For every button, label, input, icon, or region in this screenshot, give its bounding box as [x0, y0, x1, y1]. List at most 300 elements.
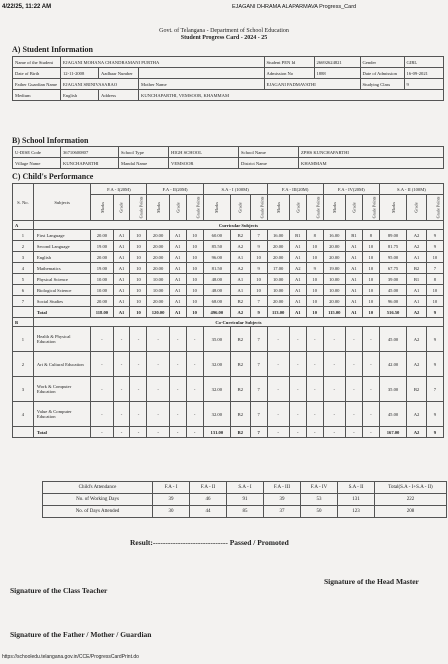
- student-gender: GIRL: [404, 57, 444, 68]
- student-class: 9: [404, 79, 444, 90]
- card-title: Student Progress Card - 2024 - 25: [180, 35, 268, 41]
- school-section-title: B) School Information: [12, 136, 89, 145]
- total-cell: 113.00: [267, 307, 289, 318]
- student-doa: 16-09-2021: [404, 68, 444, 79]
- days-attended-label: No. of Days Attended: [43, 506, 153, 518]
- row-cell: -: [323, 327, 345, 352]
- total-cell: B2: [231, 427, 251, 438]
- row-cell: A1: [289, 285, 306, 296]
- row-cell: 32.00: [203, 377, 230, 402]
- total-cell: A2: [231, 307, 251, 318]
- row-cell: 10.00: [323, 274, 345, 285]
- row-sno: 3: [13, 252, 34, 263]
- label-class: Studying Class: [360, 79, 404, 90]
- row-cell: 9: [426, 241, 443, 252]
- total-cell: -: [323, 427, 345, 438]
- row-cell: A1: [169, 230, 186, 241]
- header-sa2: S.A - II (100M): [379, 184, 443, 195]
- row-cell: A1: [345, 285, 362, 296]
- row-cell: B2: [231, 230, 251, 241]
- row-sno: 1: [13, 230, 34, 241]
- row-subject: Social Studies: [33, 296, 90, 307]
- cocurricular-row: [13, 352, 444, 377]
- cocurricular-row: [13, 327, 444, 352]
- row-cell: 35.00: [379, 377, 406, 402]
- label-father: Father Guardian Name: [13, 79, 61, 90]
- total-cell: -: [186, 427, 203, 438]
- parent-signature: Signature of the Father / Mother / Guardian: [10, 630, 152, 639]
- row-cell: -: [345, 402, 362, 427]
- row-cell: 10.00: [91, 274, 113, 285]
- row-cell: 9: [426, 230, 443, 241]
- print-title: EJAGANI DHRAMA ALAPARMAVA Progress_Card: [232, 4, 357, 10]
- row-cell: A2: [231, 241, 251, 252]
- label-district: District Name: [239, 158, 299, 169]
- label-gender: Gender: [360, 57, 404, 68]
- row-cell: 48.00: [203, 274, 230, 285]
- row-cell: 7: [250, 377, 267, 402]
- row-cell: 68.00: [203, 296, 230, 307]
- header-fa1: F.A - I(20M): [91, 184, 147, 195]
- row-subject: Art & Cultural Education: [33, 352, 90, 377]
- row-cell: 9: [306, 263, 323, 274]
- row-cell: B1: [345, 230, 362, 241]
- row-cell: B2: [231, 327, 251, 352]
- subheader-marks: Marks: [203, 195, 230, 221]
- label-school-type: School Type: [119, 147, 169, 158]
- subheader-grade: Grade: [169, 195, 186, 221]
- attendance-header: F.A - II: [190, 482, 227, 494]
- row-cell: 10: [186, 241, 203, 252]
- subheader-points: Grade Points: [426, 195, 443, 221]
- row-cell: -: [186, 402, 203, 427]
- total-cell: -: [289, 427, 306, 438]
- row-cell: -: [147, 327, 169, 352]
- row-cell: 10.00: [91, 285, 113, 296]
- subheader-marks: Marks: [91, 195, 113, 221]
- row-cell: A1: [345, 241, 362, 252]
- class-teacher-signature: Signature of the Class Teacher: [10, 586, 108, 595]
- total-cell: -: [130, 427, 147, 438]
- row-cell: A2: [289, 263, 306, 274]
- label-medium: Medium: [13, 90, 61, 101]
- row-cell: 9: [426, 327, 443, 352]
- total-cell: 118.00: [91, 307, 113, 318]
- row-cell: -: [306, 352, 323, 377]
- row-cell: A1: [113, 285, 130, 296]
- label-address: Address: [99, 90, 139, 101]
- attendance-table: [42, 481, 447, 518]
- row-cell: 10: [362, 274, 379, 285]
- total-cell: A2: [407, 307, 427, 318]
- days-attended-value: 50: [301, 506, 338, 518]
- total-cell: -: [362, 427, 379, 438]
- total-cell: -: [113, 427, 130, 438]
- row-cell: 10: [362, 285, 379, 296]
- row-cell: 81.50: [203, 263, 230, 274]
- print-datetime: 4/22/25, 11:22 AM: [2, 4, 52, 10]
- row-cell: 10: [250, 252, 267, 263]
- row-sno: 4: [13, 402, 34, 427]
- row-cell: A1: [407, 296, 427, 307]
- subheader-points: Grade Points: [362, 195, 379, 221]
- row-subject: Mathematics: [33, 263, 90, 274]
- row-cell: 7: [426, 377, 443, 402]
- total-cell: 10: [186, 307, 203, 318]
- row-cell: 7: [250, 230, 267, 241]
- student-father: EJAGANI SRINIVASARAO: [61, 79, 139, 90]
- working-days-value: 39: [264, 494, 301, 506]
- subject-row: [13, 252, 444, 263]
- row-cell: 10: [186, 263, 203, 274]
- label-village: Village Name: [13, 158, 61, 169]
- row-cell: A2: [407, 230, 427, 241]
- attendance-header: Total(S.A - I+S.A - II): [375, 482, 447, 494]
- row-cell: -: [267, 327, 289, 352]
- row-cell: 7: [250, 327, 267, 352]
- total-cell: -: [147, 427, 169, 438]
- total-cell: -: [267, 427, 289, 438]
- row-cell: 10: [130, 241, 147, 252]
- row-cell: B2: [407, 263, 427, 274]
- row-cell: A1: [169, 285, 186, 296]
- row-cell: 10: [186, 274, 203, 285]
- row-cell: B2: [231, 377, 251, 402]
- days-attended-value: 37: [264, 506, 301, 518]
- working-days-value: 53: [301, 494, 338, 506]
- row-cell: 7: [250, 352, 267, 377]
- row-cell: A2: [407, 241, 427, 252]
- row-cell: A1: [169, 296, 186, 307]
- total-cell: 167.00: [379, 427, 406, 438]
- working-days-label: No. of Working Days: [43, 494, 153, 506]
- total-cell: A1: [169, 307, 186, 318]
- row-cell: 10: [186, 285, 203, 296]
- cocurricular-row: [13, 402, 444, 427]
- subheader-marks: Marks: [147, 195, 169, 221]
- row-cell: A1: [231, 274, 251, 285]
- label-doa: Date of Admission: [360, 68, 404, 79]
- row-cell: 10.00: [323, 285, 345, 296]
- row-cell: 16.00: [267, 230, 289, 241]
- row-cell: -: [186, 327, 203, 352]
- row-cell: 10: [306, 285, 323, 296]
- label-dob: Date of Birth: [13, 68, 61, 79]
- print-header: [0, 0, 448, 26]
- row-cell: -: [362, 327, 379, 352]
- row-cell: A2: [407, 327, 427, 352]
- working-days-value: 131: [338, 494, 375, 506]
- label-aadhaar: Aadhaar Number: [99, 68, 139, 79]
- row-cell: 8: [362, 230, 379, 241]
- days-attended-value: 208: [375, 506, 447, 518]
- row-cell: -: [345, 352, 362, 377]
- row-cell: 8: [426, 274, 443, 285]
- row-cell: 20.00: [147, 241, 169, 252]
- row-cell: A1: [289, 296, 306, 307]
- row-cell: -: [169, 352, 186, 377]
- group-b-row: [13, 318, 444, 327]
- head-master-signature: Signature of the Head Master: [324, 577, 419, 586]
- row-cell: -: [169, 327, 186, 352]
- row-cell: 10: [186, 296, 203, 307]
- row-cell: -: [91, 402, 113, 427]
- row-cell: 20.00: [147, 252, 169, 263]
- subject-row: [13, 230, 444, 241]
- subject-row: [13, 274, 444, 285]
- attendance-header: F.A - I: [153, 482, 190, 494]
- row-cell: 20.00: [91, 252, 113, 263]
- subject-row: [13, 241, 444, 252]
- row-cell: -: [267, 402, 289, 427]
- subheader-grade: Grade: [345, 195, 362, 221]
- row-sno: 3: [13, 377, 34, 402]
- working-days-value: 46: [190, 494, 227, 506]
- header-fa4: F.A - IV(20M): [323, 184, 379, 195]
- row-cell: 45.00: [379, 327, 406, 352]
- row-cell: 10: [186, 230, 203, 241]
- subheader-grade: Grade: [113, 195, 130, 221]
- row-cell: A1: [289, 274, 306, 285]
- government-header: [0, 28, 448, 42]
- row-cell: 17.00: [267, 263, 289, 274]
- row-cell: -: [345, 377, 362, 402]
- row-cell: A1: [407, 285, 427, 296]
- row-cell: B2: [231, 402, 251, 427]
- working-days-value: 91: [227, 494, 264, 506]
- total-cell: 9: [426, 307, 443, 318]
- row-cell: 20.00: [267, 241, 289, 252]
- school-type: HIGH SCHOOL: [169, 147, 239, 158]
- row-cell: A1: [289, 241, 306, 252]
- student-medium: English: [61, 90, 99, 101]
- row-cell: A1: [113, 274, 130, 285]
- total-cell: 10: [362, 307, 379, 318]
- row-cell: -: [306, 327, 323, 352]
- subject-row: [13, 296, 444, 307]
- row-subject: Biological Science: [33, 285, 90, 296]
- subheader-points: Grade Points: [186, 195, 203, 221]
- student-section-title: A) Student Information: [12, 45, 93, 54]
- total-cell: 115.00: [323, 307, 345, 318]
- row-cell: 10.00: [267, 274, 289, 285]
- row-cell: A1: [169, 241, 186, 252]
- row-cell: 45.00: [379, 285, 406, 296]
- header-subjects: Subjects: [33, 184, 90, 221]
- school-village: KUNCHAPARTHI: [61, 158, 119, 169]
- row-cell: -: [147, 352, 169, 377]
- subheader-marks: Marks: [267, 195, 289, 221]
- row-cell: 10.00: [267, 285, 289, 296]
- subject-row: [13, 285, 444, 296]
- row-cell: -: [186, 377, 203, 402]
- row-cell: -: [113, 377, 130, 402]
- row-cell: A1: [113, 241, 130, 252]
- subheader-grade: Grade: [407, 195, 427, 221]
- row-subject: First Language: [33, 230, 90, 241]
- student-aadhaar: [139, 68, 265, 79]
- row-cell: A1: [231, 285, 251, 296]
- row-cell: A1: [345, 274, 362, 285]
- row-cell: A1: [345, 252, 362, 263]
- row-cell: 10: [250, 285, 267, 296]
- row-cell: A1: [289, 252, 306, 263]
- row-cell: 10: [250, 274, 267, 285]
- row-cell: 39.00: [379, 274, 406, 285]
- working-days-value: 222: [375, 494, 447, 506]
- row-cell: -: [289, 377, 306, 402]
- student-mother: EJAGANI PADMAVATHI: [264, 79, 360, 90]
- student-dob: 12-11-2008: [61, 68, 99, 79]
- subheader-grade: Grade: [231, 195, 251, 221]
- subheader-points: Grade Points: [250, 195, 267, 221]
- row-cell: -: [91, 327, 113, 352]
- attendance-title: Child's Attendance: [43, 482, 153, 494]
- row-cell: 89.00: [379, 230, 406, 241]
- subheader-points: Grade Points: [130, 195, 147, 221]
- student-info-table: [12, 56, 444, 101]
- row-cell: 10: [130, 263, 147, 274]
- row-cell: A1: [113, 230, 130, 241]
- row-cell: -: [289, 352, 306, 377]
- row-cell: -: [362, 402, 379, 427]
- total-cell: -: [169, 427, 186, 438]
- row-cell: A1: [169, 252, 186, 263]
- row-cell: A1: [231, 252, 251, 263]
- cocurricular-title: Co-Curricular Subjects: [33, 318, 443, 327]
- row-cell: A1: [169, 274, 186, 285]
- row-cell: -: [323, 402, 345, 427]
- label-school-name: School Name: [239, 147, 299, 158]
- row-cell: 10: [306, 274, 323, 285]
- row-cell: 10.00: [147, 274, 169, 285]
- total-cell: 516.50: [379, 307, 406, 318]
- cocurricular-row: [13, 377, 444, 402]
- row-cell: 10: [186, 252, 203, 263]
- total-label: Total: [33, 307, 90, 318]
- total-cell: 131.00: [203, 427, 230, 438]
- header-fa2: F.A - II(20M): [147, 184, 203, 195]
- row-cell: A2: [407, 352, 427, 377]
- school-name: ZPHS KUNCHAPARTHI: [299, 147, 444, 158]
- row-cell: 32.00: [203, 402, 230, 427]
- total-cell: 9: [250, 307, 267, 318]
- row-sno: 6: [13, 285, 34, 296]
- row-cell: 95.00: [379, 252, 406, 263]
- total-cell: 9: [426, 427, 443, 438]
- total-cell: 120.00: [147, 307, 169, 318]
- subheader-marks: Marks: [379, 195, 406, 221]
- row-cell: 9: [426, 352, 443, 377]
- row-cell: A1: [407, 252, 427, 263]
- label-admission: Admission No: [264, 68, 314, 79]
- attendance-header: S.A - II: [338, 482, 375, 494]
- row-cell: -: [147, 377, 169, 402]
- attendance-header: S.A - I: [227, 482, 264, 494]
- row-cell: 20.00: [147, 263, 169, 274]
- row-cell: A1: [113, 263, 130, 274]
- row-cell: B2: [407, 377, 427, 402]
- row-cell: 20.00: [147, 230, 169, 241]
- row-cell: A2: [231, 263, 251, 274]
- row-cell: 10: [426, 296, 443, 307]
- row-sno: 5: [13, 274, 34, 285]
- row-cell: 96.00: [203, 252, 230, 263]
- row-cell: A1: [345, 296, 362, 307]
- result-line: Result:------------------------------ Passed / Promoted: [130, 538, 289, 547]
- days-attended-value: 123: [338, 506, 375, 518]
- row-cell: 20.00: [323, 296, 345, 307]
- row-cell: A1: [345, 263, 362, 274]
- row-cell: 20.00: [147, 296, 169, 307]
- row-cell: 10: [362, 263, 379, 274]
- total-cell: A1: [113, 307, 130, 318]
- total-cell: 496.00: [203, 307, 230, 318]
- total-cell: A1: [345, 307, 362, 318]
- row-cell: 67.75: [379, 263, 406, 274]
- row-cell: -: [113, 352, 130, 377]
- row-cell: 19.00: [323, 263, 345, 274]
- total-cell: A2: [407, 427, 427, 438]
- school-mandal: VEMSOOR: [169, 158, 239, 169]
- row-cell: 20.00: [267, 296, 289, 307]
- row-cell: 10: [426, 252, 443, 263]
- header-sa1: S.A - I (100M): [203, 184, 267, 195]
- row-sno: [13, 307, 34, 318]
- row-cell: 16.00: [323, 230, 345, 241]
- row-cell: 10: [130, 285, 147, 296]
- row-cell: 9: [426, 402, 443, 427]
- total-cell: -: [91, 427, 113, 438]
- row-cell: -: [130, 327, 147, 352]
- row-cell: -: [267, 352, 289, 377]
- row-cell: -: [362, 377, 379, 402]
- row-subject: English: [33, 252, 90, 263]
- row-cell: -: [186, 352, 203, 377]
- row-cell: 10: [130, 252, 147, 263]
- row-cell: A1: [169, 263, 186, 274]
- row-cell: 19.00: [91, 263, 113, 274]
- group-a-label: A: [13, 221, 34, 230]
- row-cell: 10: [362, 252, 379, 263]
- label-mother: Mother Name: [139, 79, 265, 90]
- row-sno: 2: [13, 352, 34, 377]
- row-cell: 20.00: [323, 241, 345, 252]
- row-cell: 35.00: [203, 327, 230, 352]
- row-cell: -: [130, 352, 147, 377]
- total-label: Total: [33, 427, 90, 438]
- total-cell: -: [345, 427, 362, 438]
- row-cell: 48.00: [203, 285, 230, 296]
- row-cell: 10: [130, 274, 147, 285]
- row-cell: -: [362, 352, 379, 377]
- header-fa3: F.A - III(20M): [267, 184, 323, 195]
- student-pen: 26692624821: [314, 57, 360, 68]
- group-b-label: B: [13, 318, 34, 327]
- attendance-header: F.A - III: [264, 482, 301, 494]
- subheader-points: Grade Points: [306, 195, 323, 221]
- total-row: [13, 307, 444, 318]
- row-cell: 10: [306, 296, 323, 307]
- label-mandal: Mandal Name: [119, 158, 169, 169]
- row-sno: 7: [13, 296, 34, 307]
- row-cell: 9: [250, 241, 267, 252]
- row-cell: 10: [362, 241, 379, 252]
- row-cell: -: [267, 377, 289, 402]
- school-udise: 36710600807: [61, 147, 119, 158]
- row-cell: 20.00: [267, 252, 289, 263]
- row-cell: -: [91, 352, 113, 377]
